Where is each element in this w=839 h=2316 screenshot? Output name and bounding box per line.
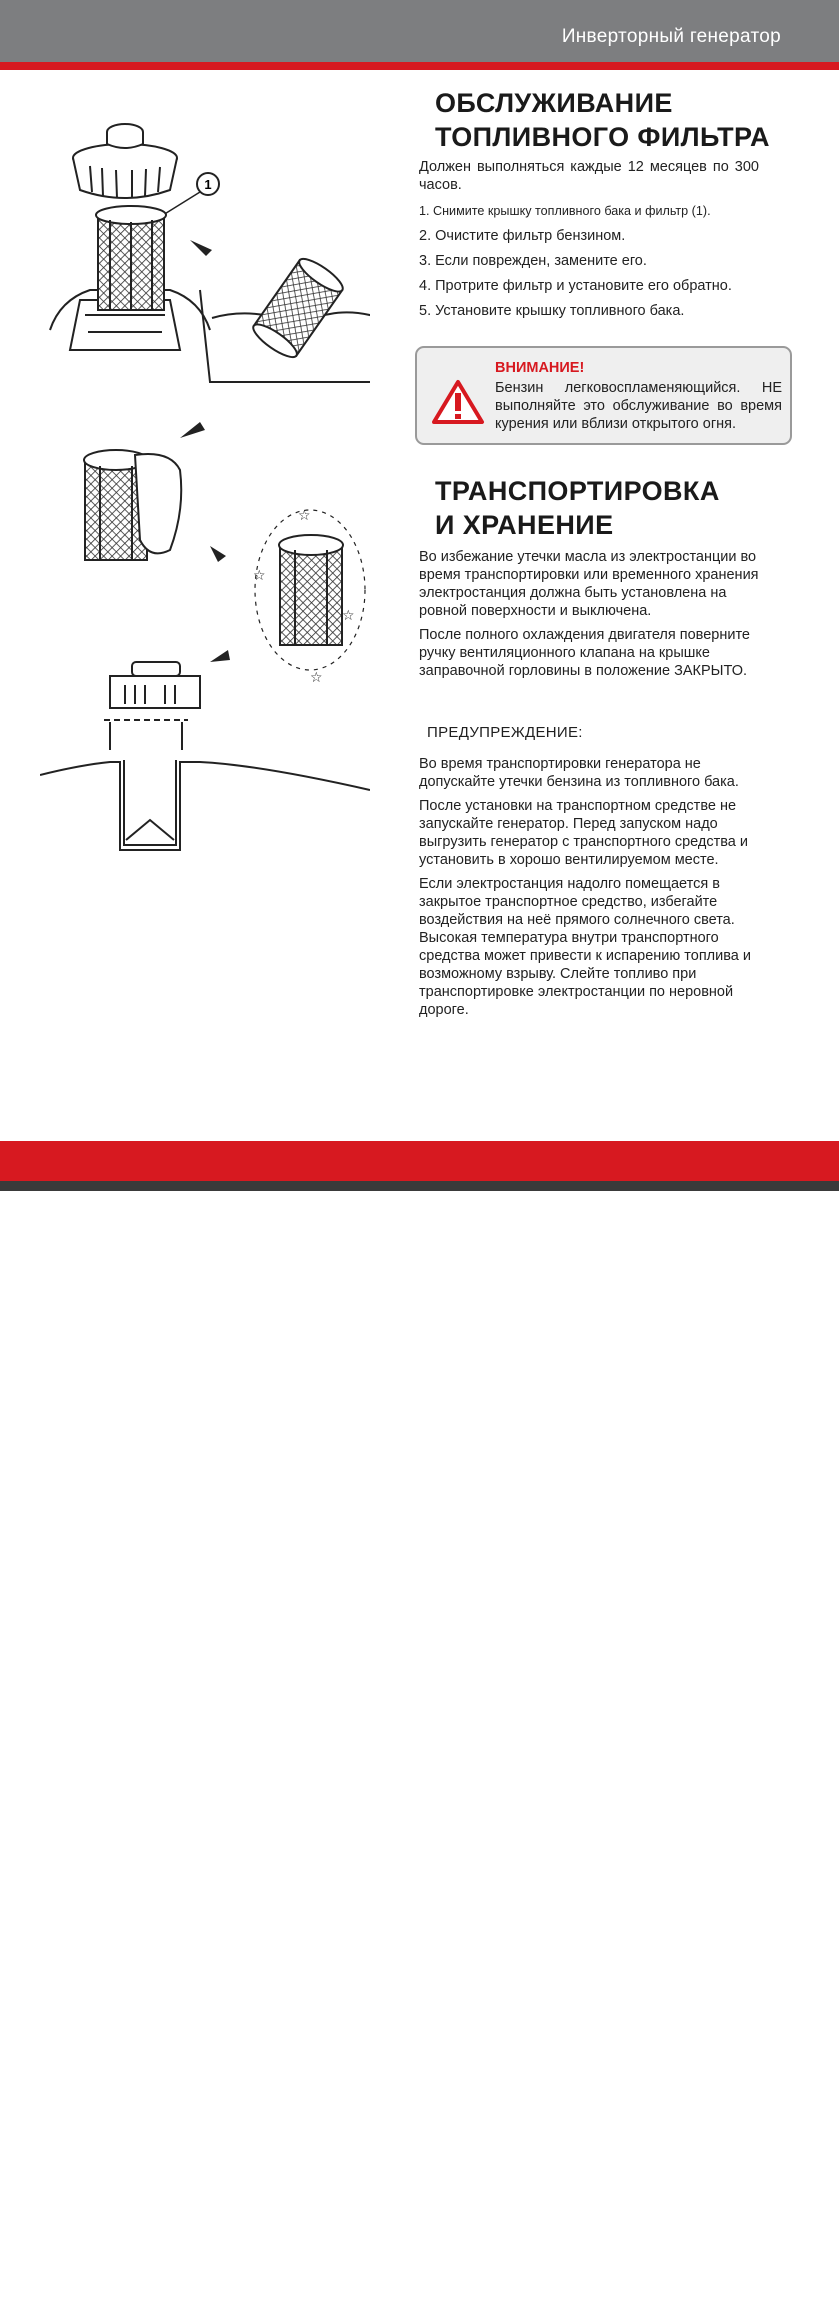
step-2: 2. Очистите фильтр бензином. bbox=[419, 228, 626, 244]
washing-basin-drawing bbox=[200, 254, 370, 382]
svg-text:☆: ☆ bbox=[342, 607, 355, 623]
section-title-line2: И ХРАНЕНИЕ bbox=[435, 510, 614, 540]
maintenance-interval-text: Должен выполняться каждые 12 месяцев по 300 часов. bbox=[419, 159, 759, 193]
footer-dark-stripe bbox=[0, 1181, 839, 1191]
section-title-line1: ОБСЛУЖИВАНИЕ bbox=[435, 88, 673, 118]
document-title: Инверторный генератор bbox=[561, 26, 781, 47]
step-3: 3. Если поврежден, замените его. bbox=[419, 253, 647, 269]
svg-text:1: 1 bbox=[204, 177, 212, 192]
fuel-cap-drawing bbox=[73, 124, 177, 198]
warning-text: Бензин легковоспламеняющийся. НЕ выполняйте это обслуживание во время курения или вблизи открытого огня. bbox=[495, 380, 782, 432]
page-number: 18 bbox=[402, 2289, 428, 2315]
step-5: 5. Установите крышку топливного бака. bbox=[419, 303, 685, 319]
header-bar bbox=[0, 0, 839, 62]
caution-heading: ПРЕДУПРЕЖДЕНИЕ: bbox=[427, 724, 583, 741]
section-title-line2: ТОПЛИВНОГО ФИЛЬТРА bbox=[435, 122, 770, 152]
caution-paragraph-3: Если электростанция надолго помещается в закрытое транспортное средство, избегайте воздействия на неё прямого солнечного света. Высокая температура внутри транспортного средства может привести к испарению топлива и возможному взрыву. Слейте топливо при транспортировке электростанции по неровной дороге. bbox=[419, 876, 751, 1018]
svg-text:☆: ☆ bbox=[298, 507, 311, 523]
warning-title: ВНИМАНИЕ! bbox=[495, 360, 585, 376]
filter-in-tank-drawing bbox=[50, 206, 210, 350]
warning-triangle-icon bbox=[431, 378, 485, 426]
fuel-filter-illustration bbox=[40, 110, 370, 870]
caution-paragraph-2: После установки на транспортном средстве не запускайте генератор. Перед запуском надо выгрузить генератор с транспортного средства и установить в хорошо вентилируемом месте. bbox=[419, 798, 748, 868]
transport-section bbox=[419, 474, 779, 686]
section-title-line1: ТРАНСПОРТИРОВКА bbox=[435, 476, 720, 506]
wiping-filter-drawing bbox=[84, 450, 181, 560]
step-4: 4. Протрите фильтр и установите его обратно. bbox=[419, 278, 732, 294]
reinstall-filter-drawing bbox=[40, 662, 370, 850]
header-accent-stripe bbox=[0, 62, 839, 70]
fuel-filter-section bbox=[419, 86, 779, 327]
step-arrows bbox=[180, 240, 230, 662]
transport-paragraph-2: После полного охлаждения двигателя поверните ручку вентиляционного клапана на крышке заправочной горловины в положение ЗАКРЫТО. bbox=[419, 627, 750, 679]
warning-box bbox=[415, 346, 792, 445]
footer-bar bbox=[0, 1141, 839, 2315]
caution-section bbox=[419, 755, 779, 1025]
svg-text:☆: ☆ bbox=[310, 669, 323, 685]
svg-text:☆: ☆ bbox=[253, 567, 266, 583]
clean-filter-drawing bbox=[253, 507, 365, 685]
step-1: 1. Снимите крышку топливного бака и фильтр (1). bbox=[419, 204, 711, 218]
transport-paragraph-1: Во избежание утечки масла из электростанции во время транспортировки или временного хранения электростанция должна быть установлена на ровной поверхности и выключена. bbox=[419, 549, 759, 619]
caution-paragraph-1: Во время транспортировки генератора не допускайте утечки бензина из топливного бака. bbox=[419, 756, 739, 790]
website-link[interactable]: www.a-ipower.ru bbox=[609, 2289, 781, 2315]
